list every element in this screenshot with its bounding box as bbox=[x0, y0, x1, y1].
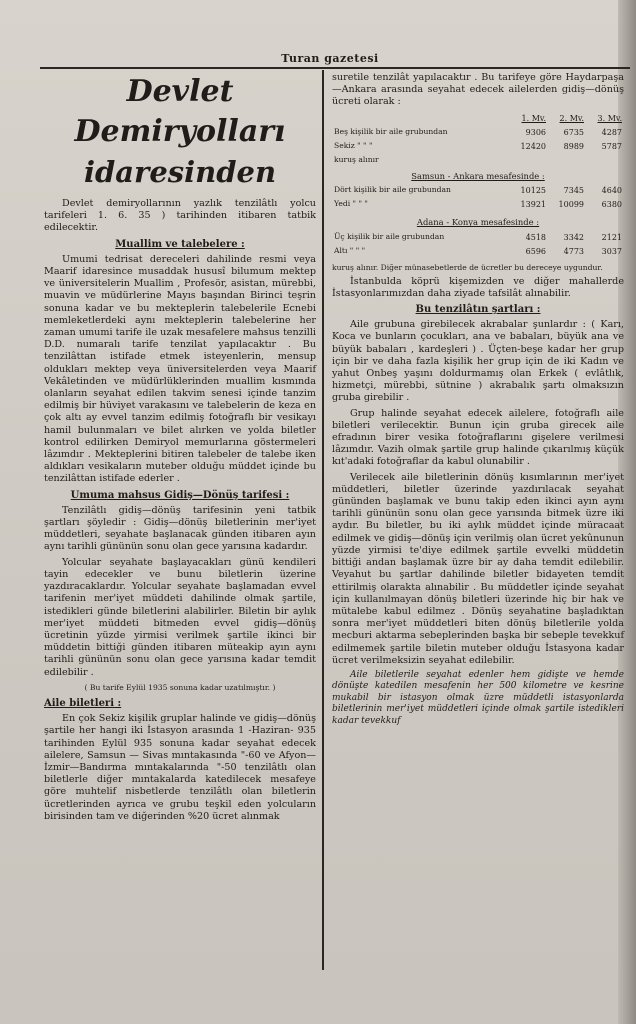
route-adana-konya-title: Adana - Konya mesafesinde : bbox=[416, 217, 540, 228]
table-row: Yedi " " " 13921 10099 6380 bbox=[334, 199, 622, 210]
table-row: Dört kişilik bir aile grubundan 10125 7345 4640 bbox=[334, 185, 622, 196]
class-3-header: 3. Mv. bbox=[597, 113, 622, 123]
family-tickets-paragraph: En çok Sekiz kişilik gruplar halinde ve gidiş—dönüş şartile her hangi iki İstasyon arasında 1 -Haziran- 935 tarihinden Eylül 935 sonuna kadar seyahat edecek ailelere, Samsun — Sivas mıntakasında "-60 ve Afyon—İzmir—Bandırma mıntakalarında "-50 tenzilâtlı olan biletlerle diğer mıntakalarda katedilecek mesafeye göre muhtelif nisbetlerde tenzilâtlı olan biletlerin ücretlerinden ayrıca ve grubu teşkil eden yolcuların birisinden tam ve diğerinden %20 ücret alınmak bbox=[44, 713, 316, 822]
left-column bbox=[44, 72, 316, 826]
teachers-paragraph: Umumi tedrisat dereceleri dahilinde resmi veya Maarif idaresince musaddak hususî bilumum mektep ve üniversitelerin Muallim , Profesör, asistan, mürebbi, muavin ve müdürlerine Mayıs başından Birinci teşrin sonuna kadar ve bu mekteplerin talebelerile Ecnebi memleketlerdeki aynı mekteplerin talebelerine her zaman umumi tarife ile uzak mesafelere mahsus tenzilli D.D. numaralı tarife tenzilat yapılacaktır . Bu tenzilâttan istifade etmek isteyenlerin, mensup oldukları mektep veya üniversitelerden veya Maarif Vekâletinden ve müdürlüklerinden muallim kısmında olanların seyahat edilen takvim senesi içinde tanzim edilmiş bir hüviyet varakasını ve talebelerin de keza en çok altı ay evvel tanzim edilmiş fotoğraflı bir vesikayı hamil bulunmaları ve bilet alırken ve yolda biletler kontrol edilirken Demiryol memurlarına göstermeleri lâzımdır . Mekteplerini bitiren talebeler de talebe iken aldıkları vesikaların muteber olduğu müddet içinde bu tenzilâttan istifade ederler . bbox=[44, 253, 316, 485]
headline-line1: Devlet Demiryolları bbox=[74, 74, 286, 149]
intro-paragraph: Devlet demiryollarının yazlık tenzilâtlı yolcu tarifeleri 1. 6. 35 ) tarihinden itibaren tatbik edilecektir. bbox=[44, 198, 316, 234]
masthead-rule bbox=[40, 67, 630, 69]
fare-table-haydarpasa-ankara bbox=[332, 112, 624, 166]
fare-table-adana-konya bbox=[332, 231, 624, 259]
fare-footer: kuruş alınır. Diğer münasebetlerde de ücretler bu dereceye uygundur. bbox=[332, 263, 603, 273]
headline bbox=[44, 72, 316, 192]
conditions-paragraph-1: Aile grubuna girebilecek akrabalar şunlardır : ( Karı, Koca ve bunların çocukları, ana ve babaları, büyük ana ve büyük babaları , kardeşleri ) . Üçten-beşe kadar her grup için bir ve daha fazla kişilik her grup için de iki Kadın ve yahut Onbeş yaşını doldurmamış olan Erkek ( evlâtlık, hizmetçi, mürebbi, sütnine ) akrabalık şartı olmaksızın gruba girebilir . bbox=[332, 319, 624, 404]
conditions-paragraph-2: Grup halinde seyahat edecek ailelere, fotoğraflı aile biletleri verilecektir. Bunun için gruba girecek aile efradının birer vesika fotoğraflarını gişelere verilmesi lâzımdır. Vazih olmak şartile grup halinde çıkarılmış küçük kıt'adaki fotoğraflar da kabul olunabilir . bbox=[332, 407, 624, 468]
masthead: Turan gazetesi bbox=[281, 52, 379, 65]
fare-table-header bbox=[332, 112, 624, 126]
continuation-paragraph: suretile tenzilât yapılacaktır . Bu tarifeye göre Haydarpaşa—Ankara arasında seyahat edecek ailelerden gidiş—dönüş ücreti olarak : bbox=[332, 72, 624, 108]
class-2-header: 2. Mv. bbox=[559, 113, 584, 123]
table-row: Üç kişilik bir aile grubundan 4518 3342 2121 bbox=[334, 231, 622, 242]
right-column bbox=[332, 72, 624, 730]
column-divider bbox=[322, 70, 324, 970]
conditions-paragraph-3: Verilecek aile biletlerinin dönüş kısımlarının mer'iyet müddetleri, biletler üzerinde yazdırılacak seyahat gününden başlamak ve bunu takip eden ikinci ayın aynı tarihli gününün sonu olan gece yarısında bitmek üzre iki aydır. Bu biletler, bu iki aylık müddet içinde müracaat edilmek ve gidiş—dönüş için verilmiş olan ücret yekûnunun yüzde yirmisi te'diye edilmek şartile evvelki müddetin bittiği andan başlamak üzre bir ay daha temdit edilebilir. Veyahut bu şartlar dahilinde biletler bidayeten temdit ettirilmiş olarakta alınabilir . Bu müddetler içinde seyahat için kullanılmayan dönüş biletleri üzerinde hiç bir hak ve mütalebe kabul edilmez . Dönüş seyahatine başladıktan sonra mer'iyet müddetleri biten dönüş biletlerile yolda mecburi aktarma sebeplerinden başka bir sebeple tevekkuf edilmemek şartile biletin muteber olduğu İstasyona kadar ücret verilmeksizin seyahat edilebilir. bbox=[332, 471, 624, 666]
conditions-italic-paragraph: Aile biletlerile seyahat edenler hem gidişte ve hemde dönüşte katedilen mesafenin her 500 kilometre ve kesrine mukabil bir istasyon olmak üzre müddetli istasyonlarda biletlerinin mer'iyet müddetleri içinde olmak şartile istedikleri kadar tevekkuf bbox=[332, 669, 624, 726]
table-row: Altı " " " 6596 4773 3037 bbox=[334, 245, 622, 256]
route-samsun-ankara-title: Samsun - Ankara mesafesinde : bbox=[411, 170, 545, 181]
table-row: Sekiz " " " 12420 8989 5787 bbox=[334, 141, 622, 152]
class-1-header: 1. Mv. bbox=[521, 113, 546, 123]
round-trip-paragraph-2: Yolcular seyahate başlayacakları günü kendileri tayin edecekler ve bunu biletlerin üzerine yazdıracaklardır. Yolcular seyahate başlamadan evvel tarifenin mer'iyet müddeti dahilinde olmak şartile, istedikleri günde biletlerini alabilirler. Biletin bir aylık mer'iyet müddeti bitmeden evvel gidiş—dönüş ücretinin yüzde yirmisi verilmek şartile ikinci bir müddetin bittiği günden itibaren müteakip ayın aynı tarihli gününün sonu olan gece yarısına kadar temdit edilebilir . bbox=[44, 556, 316, 678]
tariff-extension-note: ( Bu tarife Eylül 1935 sonuna kadar uzatılmıştır. ) bbox=[84, 682, 276, 692]
teachers-title: Muallim ve talebelere : bbox=[115, 238, 245, 250]
round-trip-title: Umuma mahsus Gidiş—Dönüş tarifesi : bbox=[70, 489, 290, 501]
headline-line2: idaresinden bbox=[83, 155, 277, 189]
family-tickets-title: Aile biletleri : bbox=[44, 697, 122, 709]
conditions-title: Bu tenzilâtın şartları : bbox=[415, 304, 541, 316]
table-row: kuruş alınır bbox=[334, 155, 379, 165]
fare-table-samsun-ankara bbox=[332, 184, 624, 212]
round-trip-paragraph-1: Tenzilâtlı gidiş—dönüş tarifesinin yeni tatbik şartları şöyledir : Gidiş—dönüş biletlerinin mer'iyet müddetleri, seyahate başlanacak günden itibaren ayın aynı tarihli gününün sonu olan gece yarısına kadardır. bbox=[44, 504, 316, 553]
info-paragraph: İstanbulda köprü kişemizden ve diğer mahallerde İstasyonlarımızdan daha ziyade tafsilât alınabilir. bbox=[332, 275, 624, 299]
table-row: Beş kişilik bir aile grubundan 9306 6735 4287 bbox=[334, 126, 622, 137]
